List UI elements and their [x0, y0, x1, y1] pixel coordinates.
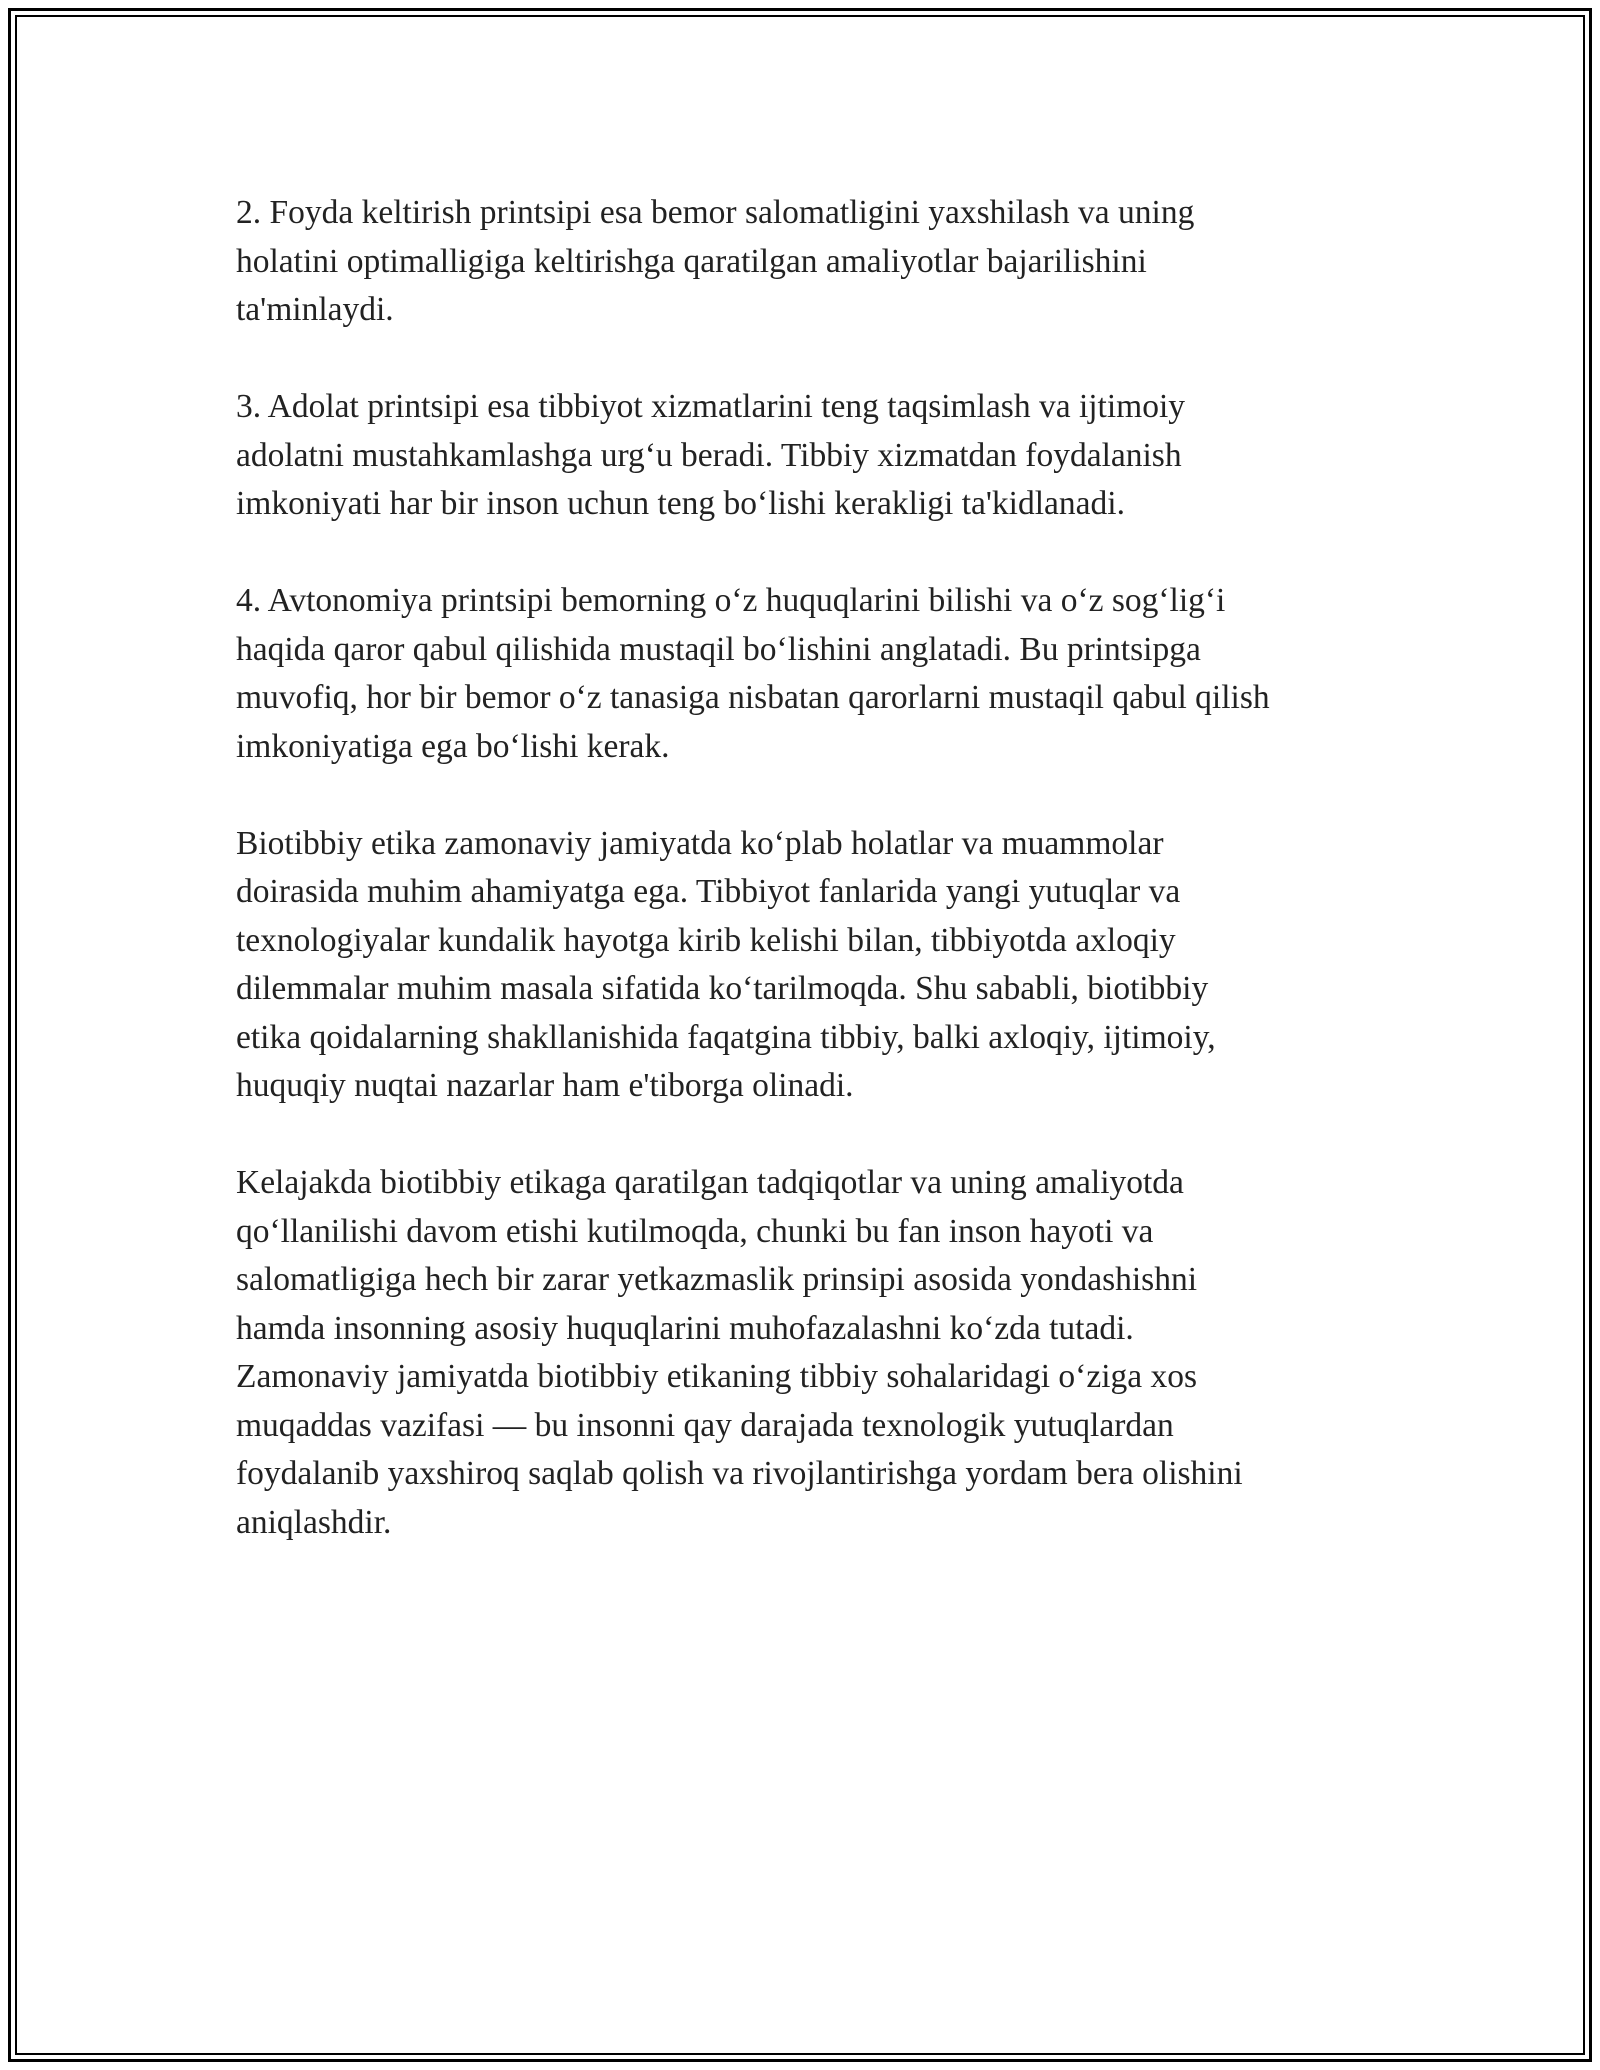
document-body [236, 189, 1376, 1596]
paragraph-justice: 3. Adolat printsipi esa tibbiyot xizmatlarini teng taqsimlash va ijtimoiy adolatni mustahkamlashga urg‘u beradi. Tibbiy xizmatdan foydalanish imkoniyati har bir inson uchun teng bo‘lishi kerakligi ta'kidlanadi. [236, 388, 1186, 522]
paragraph-future: Kelajakda biotibbiy etikaga qaratilgan tadqiqotlar va uning amaliyotda qo‘llanilishi davom etishi kutilmoqda, chunki bu fan inson hayoti va salomatligiga hech bir zarar yetkazmaslik prinsipi asosida yondashishni hamda insonning asosiy huquqlarini muhofazalashni ko‘zda tutadi. Zamonaviy jamiyatda biotibbiy etikaning tibbiy sohalaridagi o‘ziga xos muqaddas vazifasi — bu insonni qay darajada texnologik yutuqlardan foydalanib yaxshiroq saqlab qolish va rivojlantirishga yordam bera olishini aniqlashdir. [236, 1164, 1243, 1541]
paragraph-autonomy: 4. Avtonomiya printsipi bemorning o‘z huquqlarini bilishi va o‘z sog‘lig‘i haqida qaror qabul qilishida mustaqil bo‘lishini anglatadi. Bu printsipga muvofiq, hor bir bemor o‘z tanasiga nisbatan qarorlarni mustaqil qabul qilish imkoniyatiga ega bo‘lishi kerak. [236, 582, 1270, 765]
paragraph-bioethics-society: Biotibbiy etika zamonaviy jamiyatda ko‘plab holatlar va muammolar doirasida muhim ahamiyatga ega. Tibbiyot fanlarida yangi yutuqlar va texnologiyalar kundalik hayotga kirib kelishi bilan, tibbiyotda axloqiy dilemmalar muhim masala sifatida ko‘tarilmoqda. Shu sababli, biotibbiy etika qoidalarning shakllanishida faqatgina tibbiy, balki axloqiy, ijtimoiy, huquqiy nuqtai nazarlar ham e'tiborga olinadi. [236, 824, 1216, 1104]
paragraph-beneficence: 2. Foyda keltirish printsipi esa bemor salomatligini yaxshilash va uning holatini optimalligiga keltirishga qaratilgan amaliyotlar bajarilishini ta'minlaydi. [236, 194, 1195, 328]
